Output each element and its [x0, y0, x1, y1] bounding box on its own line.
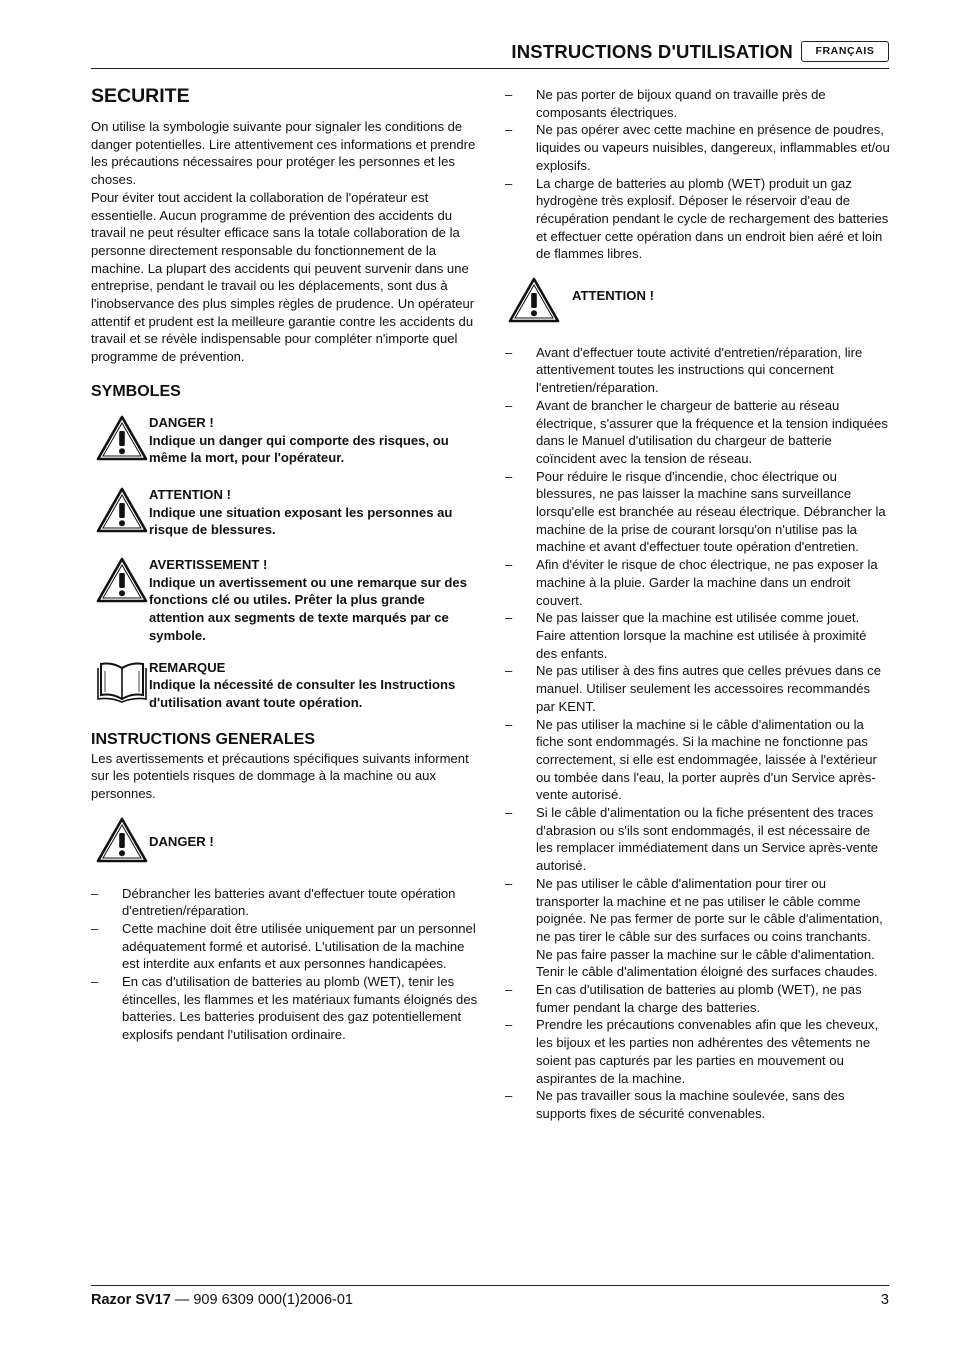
left-column — [91, 84, 480, 1044]
list-item: – Ne pas utiliser le câble d'alimentation pour tirer ou transporter la machine et ne pas utiliser le câble comme poignée. Ne pas fermer de porte sur le câble d'alimentation, ne pas tirer le câble sur des surfaces ou coins tranchants. Ne pas faire passer la machine sur le câble d'alimentation. Tenir le câble d'alimentation éloigné des surfaces chaudes. — [505, 875, 890, 981]
intro-paragraph-1: On utilise la symbologie suivante pour signaler les conditions de danger potentielles. Lire attentivement ces informations et prendre les précautions nécessaires pour protéger les personnes et les choses. — [91, 119, 476, 188]
list-item: – Afin d'éviter le risque de choc électrique, ne pas exposer la machine à la pluie. Garder la machine dans un endroit couvert. — [505, 556, 890, 609]
footer-model: Razor SV17 — [91, 1292, 171, 1308]
page-number: 3 — [880, 1292, 889, 1308]
attention-label: ATTENTION ! — [572, 287, 654, 303]
danger-list — [91, 885, 480, 1044]
danger-list-continued — [505, 86, 890, 263]
attention-callout — [505, 276, 890, 329]
symbol-attention-text: Indique une situation exposant les personnes au risque de blessures. — [149, 504, 453, 538]
list-item: – Ne pas opérer avec cette machine en présence de poudres, liquides ou vapeurs nuisibles, dangereux, inflammables et/ou explosifs. — [505, 121, 890, 174]
list-item: – Cette machine doit être utilisée uniquement par un personnel adéquatement formé et autorisé. L'utilisation de la machine est interdite aux enfants et aux personnes handicapées. — [91, 920, 480, 973]
list-item: – Ne pas utiliser la machine si le câble d'alimentation ou la fiche sont endommagés. Si la machine ne fonctionne pas correctement, si elle est endommagée, laissée à l'extérieur ou tombée dans l'eau, la porter auprès d'un Service après-vente autorisé. — [505, 716, 890, 805]
page-header — [91, 38, 889, 69]
danger-callout — [91, 816, 480, 869]
section-title: SECURITE — [91, 85, 190, 107]
warning-triangle-icon — [91, 556, 149, 609]
open-book-icon — [91, 659, 149, 708]
attention-list — [505, 344, 890, 1123]
warning-triangle-icon — [91, 486, 149, 539]
symbol-remarque-title: REMARQUE — [149, 659, 226, 675]
right-column — [505, 86, 890, 1123]
symbol-remarque — [91, 659, 480, 712]
footer-doc-ref: — 909 6309 000(1)2006-01 — [170, 1292, 353, 1308]
symbol-danger-title: DANGER ! — [149, 414, 214, 430]
general-heading: INSTRUCTIONS GENERALES — [91, 730, 316, 748]
symbol-danger-text: Indique un danger qui comporte des risques, ou même la mort, pour l'opérateur. — [149, 432, 449, 466]
list-item: – Ne pas travailler sous la machine soulevée, sans des supports fixes de sécurité convenables. — [505, 1087, 890, 1122]
list-item: – En cas d'utilisation de batteries au plomb (WET), tenir les étincelles, les flammes et les matériaux fumants éloignés des batteries. Les batteries produisent des gaz potentiellement explosifs pendant l'utilisation ordinaire. — [91, 973, 480, 1044]
list-item: – Si le câble d'alimentation ou la fiche présentent des traces d'abrasion ou s'ils sont endommagés, il est nécessaire de les remplacer immédiatement dans un Service après-vente autorisé. — [505, 804, 890, 875]
page-footer — [91, 1285, 889, 1308]
symbol-danger — [91, 414, 480, 467]
general-text: Les avertissements et précautions spécifiques suivants informent sur les potentiels risques de dommage à la machine ou aux personnes. — [91, 750, 469, 802]
symbol-attention — [91, 486, 480, 539]
list-item: – La charge de batteries au plomb (WET) produit un gaz hydrogène très explosif. Déposer le réservoir d'eau de récupération pendant le cycle de rechargement des batteries et effectuer cette opération dans un endroit bien aéré et loin de flammes libres. — [505, 175, 890, 264]
list-item: – Débrancher les batteries avant d'effectuer toute opération d'entretien/réparation. — [91, 885, 480, 920]
warning-triangle-icon — [91, 816, 149, 869]
header-title: INSTRUCTIONS D'UTILISATION — [511, 41, 793, 62]
intro-paragraph-2: Pour éviter tout accident la collaboration de l'opérateur est essentielle. Aucun programme de prévention des accidents du travail ne peut résulter efficace sans la totale collaboration de la personne directement responsable du fonctionnement de la machine. La plupart des accidents qui peuvent survenir dans une entreprise, pendant le travail ou les déplacements, sont dus à l'inobservance des plus simples règles de prudence. Un opérateur attentif et prudent est la meilleure garantie contre les accidents du travail et se révèle indispensable pour compléter n'importe quel programme de prévention. — [91, 189, 475, 365]
list-item: – En cas d'utilisation de batteries au plomb (WET), ne pas fumer pendant la charge des batteries. — [505, 981, 890, 1016]
warning-triangle-icon — [505, 276, 563, 329]
list-item: – Ne pas laisser que la machine est utilisée comme jouet. Faire attention lorsque la machine est utilisée à proximité des enfants. — [505, 609, 890, 662]
list-item: – Ne pas porter de bijoux quand on travaille près de composants électriques. — [505, 86, 890, 121]
language-badge: FRANÇAIS — [801, 41, 889, 62]
symbol-avertissement-text: Indique un avertissement ou une remarque sur des fonctions clé ou utiles. Prêter la plus grande attention aux segments de texte marqués par ce symbole. — [149, 574, 467, 643]
list-item: – Ne pas utiliser à des fins autres que celles prévues dans ce manuel. Utiliser seulement les accessoires recommandés par KENT. — [505, 662, 890, 715]
warning-triangle-icon — [91, 414, 149, 467]
symbol-avertissement — [91, 556, 480, 645]
list-item: – Avant d'effectuer toute activité d'entretien/réparation, lire attentivement toutes les instructions qui concernent l'entretien/réparation. — [505, 344, 890, 397]
symbols-heading: SYMBOLES — [91, 382, 181, 400]
list-item: – Prendre les précautions convenables afin que les cheveux, les bijoux et les parties non adhérentes des vêtements ne soient pas capturés par les parties en mouvement ou aspirantes de la machine. — [505, 1016, 890, 1087]
symbol-attention-title: ATTENTION ! — [149, 486, 231, 502]
danger-label: DANGER ! — [149, 834, 214, 850]
list-item: – Pour réduire le risque d'incendie, choc électrique ou blessures, ne pas laisser la machine sans surveillance lorsqu'elle est branchée au réseau électrique. Débrancher la machine de la prise de courant lorsqu'on n'utilise pas la machine et avant d'effectuer toute opération d'entretien. — [505, 468, 890, 557]
list-item: – Avant de brancher le chargeur de batterie au réseau électrique, s'assurer que la fréquence et la tension indiquées dans le Manuel d'utilisation du chargeur de batterie coïncident avec la tension de réseau. — [505, 397, 890, 468]
symbol-avertissement-title: AVERTISSEMENT ! — [149, 557, 268, 573]
symbol-remarque-text: Indique la nécessité de consulter les Instructions d'utilisation avant toute opération. — [149, 677, 456, 710]
